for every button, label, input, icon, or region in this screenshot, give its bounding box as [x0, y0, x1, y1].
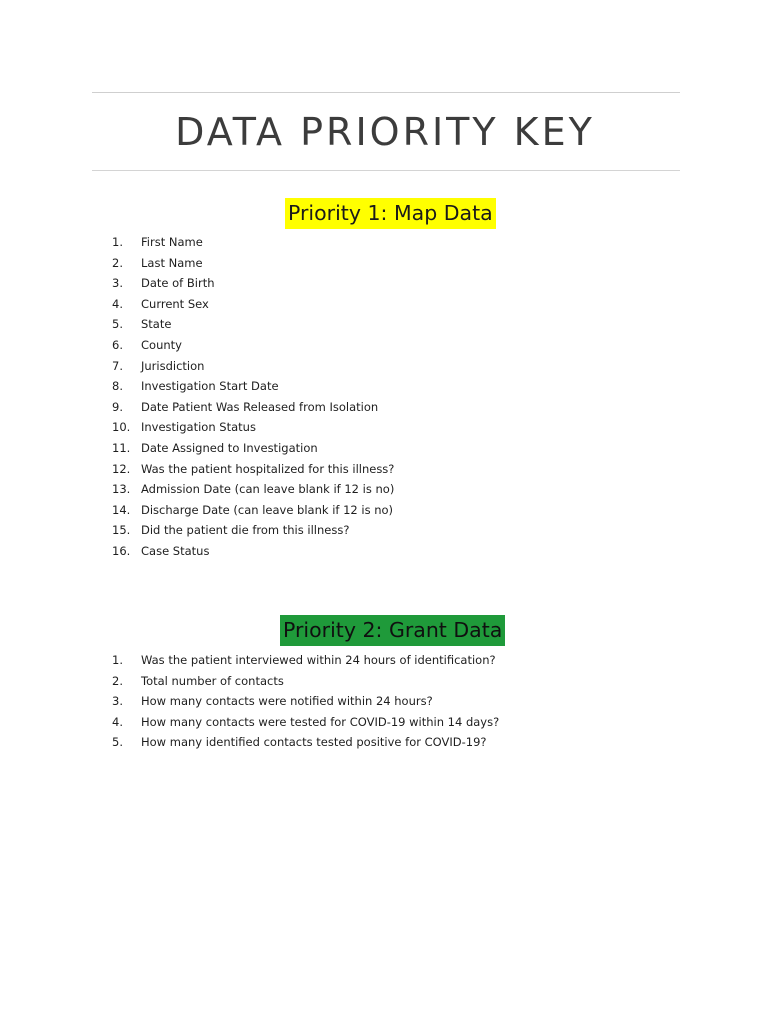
priority-2-heading: Priority 2: Grant Data: [280, 615, 505, 646]
list-item: 8. Investigation Start Date: [112, 379, 279, 394]
priority-1-heading: Priority 1: Map Data: [285, 198, 496, 229]
list-item: 12. Was the patient hospitalized for this illness?: [112, 461, 395, 476]
list-item: 4. Current Sex: [112, 296, 209, 311]
list-item: 11. Date Assigned to Investigation: [112, 440, 318, 455]
list-item: 9. Date Patient Was Released from Isolation: [112, 399, 379, 414]
list-item: 16. Case Status: [112, 543, 210, 558]
top-divider: [92, 92, 680, 93]
list-item: 7. Jurisdiction: [112, 358, 205, 373]
list-item: 2. Total number of contacts: [112, 673, 284, 688]
list-item: 5. State: [112, 317, 172, 332]
list-item: 4. How many contacts were tested for COVID-19 within 14 days?: [112, 714, 500, 729]
list-item: 3. How many contacts were notified within 24 hours?: [112, 694, 433, 709]
list-item: 2. Last Name: [112, 255, 203, 270]
title-divider: [92, 170, 680, 171]
list-item: 6. County: [112, 337, 182, 352]
list-item: 14. Discharge Date (can leave blank if 12 is no): [112, 502, 394, 517]
list-item: 3. Date of Birth: [112, 276, 215, 291]
page-title: DATA PRIORITY KEY: [175, 110, 595, 154]
list-item: 1. First Name: [112, 235, 203, 249]
list-item: 13. Admission Date (can leave blank if 12 is no): [112, 482, 395, 497]
priority-2-list: [112, 650, 499, 753]
list-item: 1. Was the patient interviewed within 24 hours of identification?: [112, 653, 496, 667]
priority-1-list: [112, 232, 394, 562]
list-item: 15. Did the patient die from this illness?: [112, 523, 350, 538]
list-item: 10. Investigation Status: [112, 420, 256, 435]
list-item: 5. How many identified contacts tested positive for COVID-19?: [112, 735, 487, 750]
